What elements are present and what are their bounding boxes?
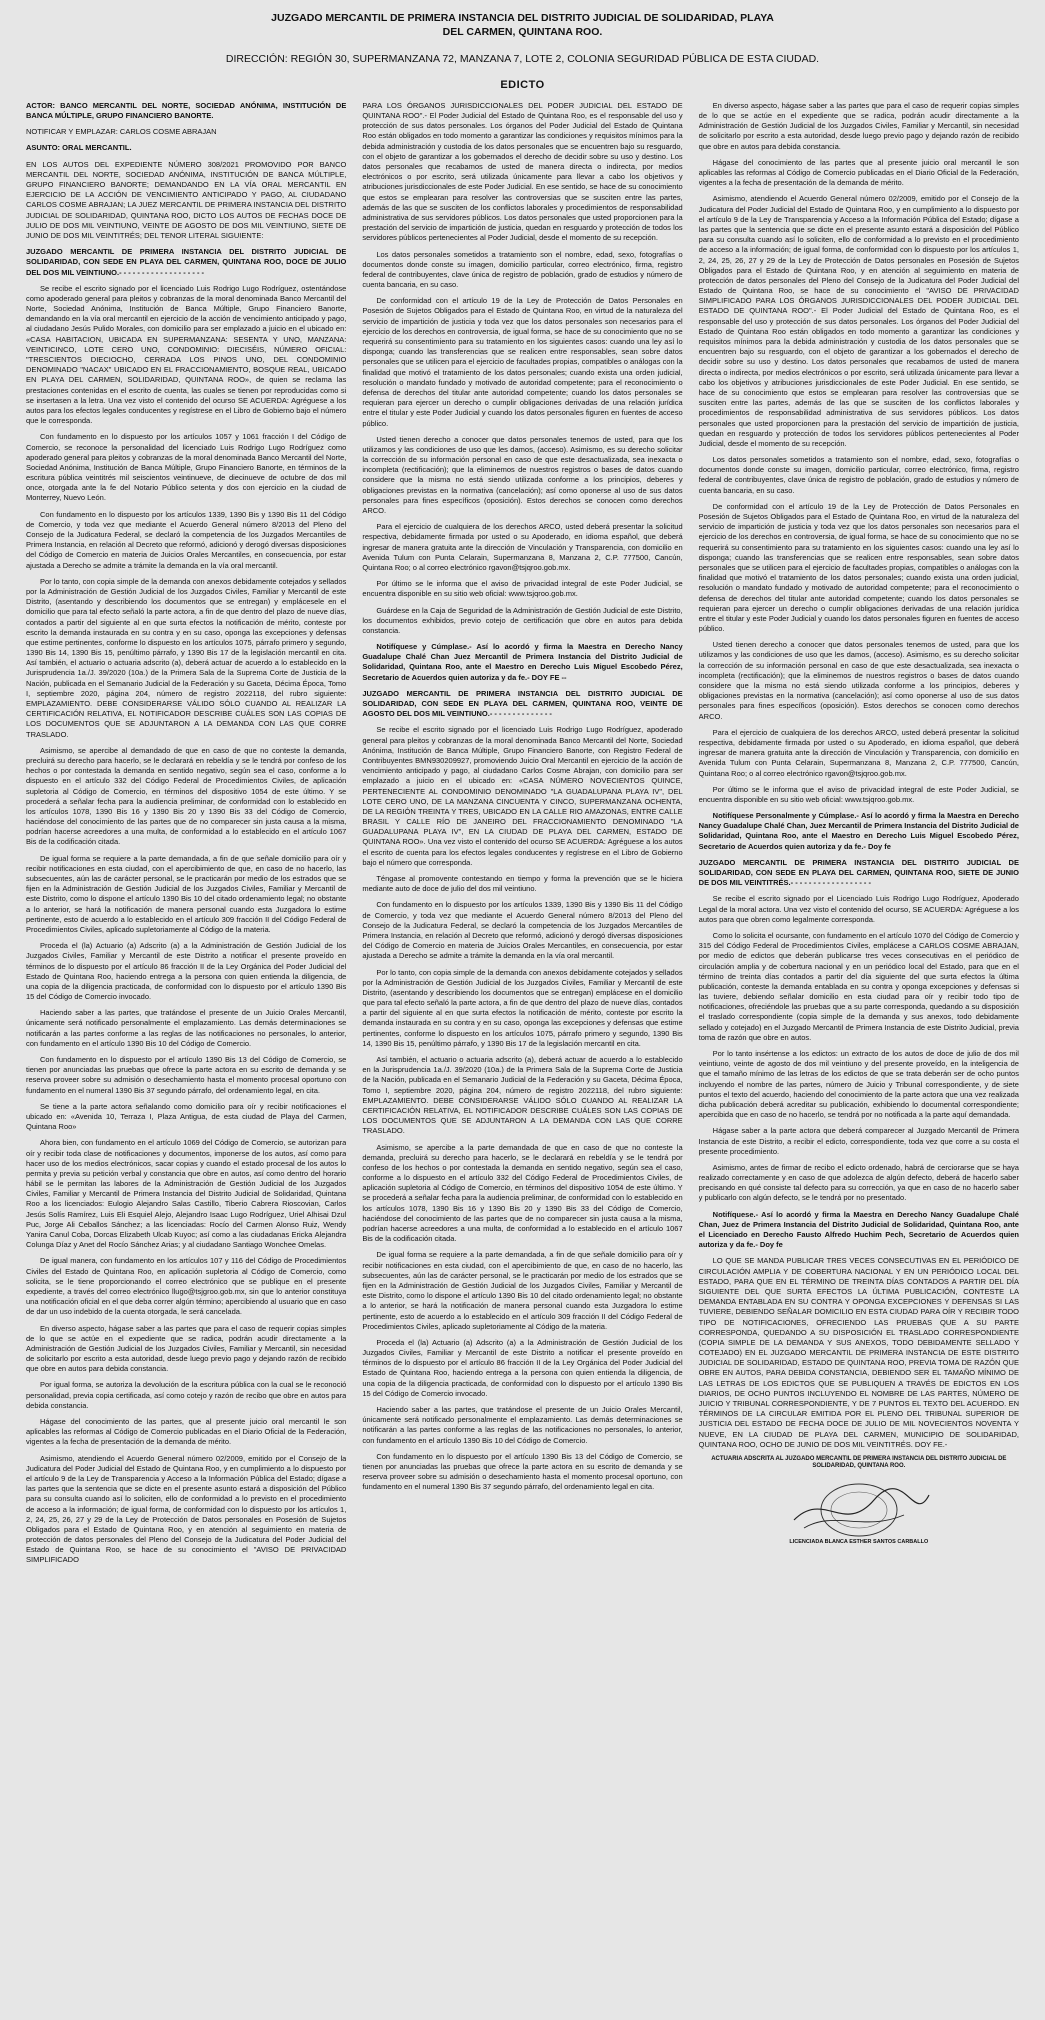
paragraph: Ahora bien, con fundamento en el artículo 1069 del Código de Comercio, se autorizan para oír y recibir toda clase de notificaciones y documentos, imponerse de los autos, así como para hacer uso de los medios electrónicos, sacar copias y cuando el estado procesal de los autos lo permita y previa su petición verbal y constancia que obre en autos, así como dentro del horario hábil se le permitan las labores de la Administración de Gestión Judicial de los Juzgados Civiles, Familiar y Mercantil de Primera Instancia del Distrito Judicial de Solidaridad, Quintana Roo a los licenciados: Eulogio Alejandro Salas Castillo, Tiberio Cabrera Rioscovian, Carlos Jesús Solís Ramírez, Luis Eli Esquiel Alejo, Alejandro Isaac Lugo Rodríguez, Uriel Alhisai Dzul Puc, Jorge Ali Ceballos Sánchez; a las licenciadas: Rocío del Carmen Alonso Ruiz, Wendy Yanira Canul Coba, Dorcas Elizabeth Ulcab Kuyoc; así como a las ciudadanas Erickа Alejandra Colunga Díaz y Anet del Rocío Sánchez Arias; y al ciudadano Santiago Wonchee Omelas. bbox=[26, 1138, 347, 1250]
paragraph: Guárdese en la Caja de Seguridad de la Administración de Gestión Judicial de este Distrito, los documentos exhibidos, previo cotejo de certificación que obre en autos para debida constancia. bbox=[362, 605, 683, 635]
paragraph: Con fundamento en lo dispuesto por los artículos 1339, 1390 Bis y 1390 Bis 11 del Código de Comercio, y toda vez que mediante el Acuerdo General número 8/2013 del Pleno del Consejo de la Judicatura Federal, se declaró la competencia de los Juzgados Mercantiles de Primera Instancia, en relación al Decreto que reformó, adicionó y derogó diversas disposiciones del Código de Comercio en materia de Juicios Orales Mercantiles, en consecuencia, por estar ajustada a Derecho se admite a trámite la demanda en la vía oral mercantil. bbox=[26, 509, 347, 570]
paragraph: PARA LOS ÓRGANOS JURISDICCIONALES DEL PODER JUDICIAL DEL ESTADO DE QUINTANA ROO".- El Poder Judicial del Estado de Quintana Roo, es el responsable del uso y protección de sus datos personales. Los órganos del Poder Judicial del Estado de Quintana Roo están obligados en todo momento a garantizar las condiciones y requisitos mínimos para la debida administración y custodia de los datos personales que se encuentren bajo su resguardo, con el objeto de garantizar a los gobernados el derecho de decidir sobre su uso y destino. Los datos personales que recabamos de usted de manera directa o indirecta, por medios electrónicos o por escrito, será utilizada únicamente para llevar a cabo los objetivos y atribuciones jurisdiccionales de este Poder Judicial. En ese sentido, se hace de su conocimiento que estos se emplearan para resolver las controversias que se susciten entre las partes, además de las que se susciten de los conflictos laborales y procedimientos de responsabilidad administrativa de sus servidores públicos. Los datos personales que usted proporcionen para la prestación del servicio de impartición de justicia, quedan en resguardo y protección de todos los servidores públicos pertenecientes al Poder Judicial, desde el momento de su recepción. bbox=[362, 100, 683, 243]
paragraph: Asimismo, se apercibe al demandado de que en caso de que no conteste la demanda, precluirá su derecho para hacerlo, se le declarará en rebeldía y se le tendrá por confeso de los hechos o por contestada la demanda en sentido negativo, según sea el caso, conforme a lo dispuesto en el artículo 332 del Código Federal de Procedimientos Civiles, de aplicación supletoria al Código de Comercio, en términos del dispositivo 1054 de este último. Y se procederá a señalar fecha para la audiencia preliminar, de conformidad con lo establecido en los artículos 1078, 1390 Bis 16 y 1390 Bis 20 y 1390 Bis 33 del Código de Comercio, haciéndose del conocimiento de las partes que de no comparecer sin justa causa a la misma, podrían hacerse acreedores a una multa, de conformidad a lo establecido en el artículo 1067 Bis de la codificación citada. bbox=[26, 745, 347, 847]
court-header: JUZGADO MERCANTIL DE PRIMERA INSTANCIA DEL DISTRITO JUDICIAL DE SOLIDARIDAD, PLAYA DEL CARMEN, QUINTANA ROO. bbox=[271, 12, 774, 38]
paragraph: ACTOR: BANCO MERCANTIL DEL NORTE, SOCIEDAD ANÓNIMA, INSTITUCIÓN DE BANCA MÚLTIPLE, GRUPO FINANCIERO BANORTE. bbox=[26, 100, 347, 121]
paragraph: Así también, el actuario o actuaria adscrito (a), deberá actuar de acuerdo a lo establecido en la Jurisprudencia 1a./J. 39/2020 (10a.) de la Primera Sala de la Suprema Corte de Justicia de la Nación, publicada en el Semanario Judicial de la Federación y su Gaceta, Décima Época, Tomo I, septiembre 2020, página 204, número de registro 2022118, del rubro siguiente: EMPLAZAMIENTO. DEBE CONSIDERARSE VÁLIDO SÓLO CUANDO AL REALIZAR LA CERTIFICACIÓN RELATIVA, EL NOTIFICADOR DESCRIBE CUÁLES SON LAS COPIAS DE LOS DOCUMENTOS QUE SE ADJUNTARON A LA DEMANDA CON LAS QUE CORRE TRASLADO. bbox=[362, 1055, 683, 1136]
paragraph: Por último se le informa que el aviso de privacidad integral de este Poder Judicial, se encuentra disponible en su sitio web oficial: www.tsjqroo.gob.mx. bbox=[362, 579, 683, 599]
paragraph: De conformidad con el artículo 19 de la Ley de Protección de Datos Personales en Posesión de Sujetos Obligados para el Estado de Quintana Roo, en virtud de la naturaleza del servicio de impartición de justicia y toda vez que los datos personales son necesarios para el ejercicio de los derechos en controversia, de igual forma, se hace de su conocimiento que no se requerirá su consentimiento para su tratamiento en los siguientes casos: cuando una ley así lo disponga; cuando las transferencias que se realicen entre responsables, sean sobre datos personales que se utilicen para el ejercicio de facultades propias, compatibles o análogas con la finalidad que motivó el tratamiento de los datos personales; cuando exista una orden judicial, resolución o mandato fundado y motivado de autoridad competente; para el reconocimiento o defensa de derechos del titular ante autoridad competente; cuando los datos personales se requieran para ejercer un derecho o cumplir obligaciones derivadas de una relación jurídica entre el titular y este Poder Judicial y cuando los datos personales figuren en fuentes de acceso público. bbox=[362, 296, 683, 428]
paragraph: Asimismo, atendiendo el Acuerdo General número 02/2009, emitido por el Consejo de la Judicatura del Poder Judicial del Estado de Quintana Roo, y en cumplimiento a lo dispuesto por el artículo 9 de la Ley de Transparencia y Acceso a la Información Pública del Estado; dígase a las partes que la sentencia que se dicte en el presente asunto estará a disposición del Público para su consulta cuando así lo soliciten, ello de conformidad a lo previsto en el procedimiento de acceso a la información; de igual forma, de conformidad con lo dispuesto por los artículos 1, 2, 24, 25, 26, 27 y 29 de la Ley de Protección de Datos personales en Posesión de Sujetos Obligados para el Estado de Quintana Roo, y en atención al seguimiento en materia de protección de datos personales del Pleno del Consejo de la Judicatura del Poder Judicial del Estado de Quintana Roo, se hace de su conocimiento el "AVISO DE PRIVACIDAD SIMPLIFICADO PARA LOS ÓRGANOS JURISDICCIONALES DEL PODER JUDICIAL DEL ESTADO DE QUINTANA ROO".- El Poder Judicial del Estado de Quintana Roo, es el responsable del uso y protección de sus datos personales. Los órganos del Poder Judicial del Estado de Quintana Roo están obligados en todo momento a garantizar las condiciones y requisitos mínimos para la debida administración y custodia de los datos personales que se encuentren bajo su resguardo, con el objeto de garantizar a los gobernados el derecho de decidir sobre su uso y destino. Los datos personales que recabamos de usted de manera directa o indirecta, por medios electrónicos o por escrito, será utilizada únicamente para llevar a cabo los objetivos y atribuciones jurisdiccionales de este Poder Judicial. En ese sentido, se hace de su conocimiento que estos se emplearan para resolver las controversias que se susciten entre las partes, además de las que se susciten de los conflictos laborales y procedimientos de responsabilidad administrativa de sus servidores públicos. Los datos personales que usted proporcionen para la prestación del servicio de impartición de justicia, quedan en resguardo y protección de todos los servidores públicos pertenecientes al Poder Judicial, desde el momento de su recepción. bbox=[698, 194, 1019, 448]
paragraph: Hágase del conocimiento de las partes, que al presente juicio oral mercantil le son aplicables las reformas al Código de Comercio publicadas en el Diario Oficial de la Federación, vigentes a la fecha de presentación de la demanda de mérito. bbox=[26, 1417, 347, 1447]
paragraph: Por lo tanto, con copia simple de la demanda con anexos debidamente cotejados y sellados por la Administración de Gestión Judicial de los Juzgados Civiles, Familiar y Mercantil de este Distrito, (asentando y describiendo los documentos que se entregan) emplácese en el domicilio que para tal efecto señaló la parte actora, a fin de que dentro del plazo de nueve días, contados a partir del siguiente al en que surta efectos la notificación de mérito, conteste por escrito la demanda instaurada en su contra y en su caso, oponga las excepciones y defensas que estime pertinentes, conforme lo dispuesto en los artículos 1075, párrafo primero y segundo, 1390 Bis 14, 1390 Bis 15, penúltimo párrafo, y 1390 Bis 17 de la legislación mercantil en cita. bbox=[362, 967, 683, 1048]
signature-block bbox=[699, 1456, 1019, 1546]
signature-caption: ACTUARIA ADSCRITA AL JUZGADO MERCANTIL DE PRIMERA INSTANCIA DEL DISTRITO JUDICIAL DE SOLIDARIDAD, QUINTANA ROO. bbox=[711, 1455, 1007, 1470]
paragraph: De igual manera, con fundamento en los artículos 107 y 116 del Código de Procedimientos Civiles del Estado de Quintana Roo, en aplicación supletoria al Código de Comercio, como solicita, se le tiene proporcionando el correo electrónico que se publique en el presente expediente, a través del correo electrónico llugo@tsjgroo.gob.mx, sin que lo anterior constituya una notificación oficial en el que deba correr algún término; apercibiendo al usuario que en caso de dar un uso indebido de la cuenta otorgada, le será cancelada. bbox=[26, 1256, 347, 1317]
paragraph: Con fundamento en lo dispuesto por los artículos 1057 y 1061 fracción I del Código de Comercio, se reconoce la personalidad del licenciado Luis Rodrigo Lugo Rodríguez como apoderado general para pleitos y cobranzas de la moral denominada Banco Mercantil del Norte, Sociedad Anónima, Institución de Banca Múltiple, Grupo Financiero Banorte, en términos de la escritura pública veintitrés mil seiscientos veintinueve, de diecinueve de octubre de dos mil once, otorgada ante la fe del Notario Público setenta y dos con ejercicio en la ciudad de Monterrey, Nuevo León. bbox=[26, 432, 347, 503]
paragraph: Se recibe el escrito signado por el licenciado Luis Rodrigo Lugo Rodríguez, ostentándose como apoderado general para pleitos y cobranzas de la moral denominada Banco Mercantil del Norte, Sociedad Anónima, Institución de Banca Múltiple, Grupo Financiero Banorte, demandando en la vía oral mercantil en ejercicio de la acción de vencimiento anticipado y pago, al ciudadano Jesús Pulido Morales, con domicilio para ser emplazado a juicio en el ubicado en: «CASA HABITACION, UBICADA EN SUPERMANZANA: SESENTA Y UNO, MANZANA: VEINTICINCO, LOTE CERO UNO, CONDOMINIO: DIECISÉIS, NÚMERO OFICIAL: "TRESCIENTOS DIECIOCHO, CERRADA LOS PINOS UNO, DEL CONDOMINIO DENOMINADO "NACAX" UBICADO EN EL FRACCIONAMIENTO, BOSQUE REAL, UBICADO EN PLAYA DEL CARMEN, SOLIDARIDAD, QUINTANA ROO», de quien se reclama las prestaciones contenidas en el escrito de cuenta, las cuales se tienen por reproducidas como si se insertasen a la letra. Una vez visto el contenido del ocurso SE ACUERDA: Agréguese a los autos para los efectos legales conducentes y regístrese en el Libro de Gobierno bajo el número que le corresponda. bbox=[26, 283, 347, 426]
paragraph: Asimismo, antes de firmar de recibo el edicto ordenado, habrá de cerciorarse que se haya realizado correctamente y en caso de que adolezca de algún defecto, deberá de hacerlo saber precisando en qué consiste tal defecto para su corrección, ya que en caso de no hacerlo saber y publicarlo con algún defecto, se le tendrá por no presentado. bbox=[698, 1162, 1019, 1203]
paragraph: Por último se le informa que el aviso de privacidad integral de este Poder Judicial, se encuentra disponible en su sitio web oficial: www.tsjqroo.gob.mx. bbox=[698, 784, 1019, 804]
court-address: DIRECCIÓN: REGIÓN 30, SUPERMANZANA 72, MANZANA 7, LOTE 2, COLONIA SEGURIDAD PÚBLICA DE ESTA CIUDAD. bbox=[225, 53, 820, 66]
paragraph: JUZGADO MERCANTIL DE PRIMERA INSTANCIA DEL DISTRITO JUDICIAL DE SOLIDARIDAD, CON SEDE EN PLAYA DEL CARMEN, QUINTANA ROO, VEINTE DE AGOSTO DEL DOS MIL VEINTIUNO.- - - - - - - - - - - - - - bbox=[362, 688, 683, 719]
official-seal-icon bbox=[784, 1480, 934, 1540]
paragraph: Con fundamento en lo dispuesto por el artículo 1390 Bis 13 del Código de Comercio, se tienen por anunciadas las pruebas que ofrece la parte actora en su escrito de demanda y se reserva proveer sobre su admisión o desechamiento hasta el momento procesal oportuno con fundamento en el numeral 1390 Bis 37 segundo párrafo, del ordenamiento legal, en cita. bbox=[26, 1055, 347, 1095]
paragraph: Usted tienen derecho a conocer que datos personales tenemos de usted, para que los utilizamos y las condiciones de uso que les damos, (acceso). Asimismo, es su derecho solicitar la corrección de su información personal en caso de que este desactualizada, sea inexacta o incompleta (rectificación); que la eliminemos de nuestros registros o bases de datos cuando considere que la misma no está siendo utilizada conforme a los principios, deberes y obligaciones previstas en la normativa (cancelación); así como oponerse al uso de sus datos personales para fines específicos (oposición). Estos derechos se conocen como derechos ARCO. bbox=[698, 640, 1019, 721]
column-right bbox=[699, 101, 1019, 1572]
paragraph: Asimismo, se apercibe a la parte demandada de que en caso de que no conteste la demanda, precluirá su derecho para hacerlo, se le declarará en rebeldía y se le tendrá por confeso de los hechos o por contestada la demanda en sentido negativo, según sea el caso, conforme a lo dispuesto en el artículo 332 del Código Federal de Procedimientos Civiles, de aplicación supletoria al Código de Comercio, en términos del dispositivo 1054 de este último. Y se procederá a señalar fecha para la audiencia preliminar, de conformidad con lo establecido en los artículos 1078, 1390 Bis 16 y 1390 Bis 20 y 1390 Bis 33 del Código de Comercio, haciéndose del conocimiento de las partes que de no comparecer sin justa causa a la misma, podrían hacerse acreedores a una multa, de conformidad a lo establecido en el artículo 1067 Bis de la codificación citada. bbox=[362, 1142, 683, 1244]
paragraph: Se recibe el escrito signado por el Licenciado Luis Rodrigo Lugo Rodríguez, Apoderado Legal de la moral actora. Una vez visto el contenido del ocurso, SE ACUERDA: Agréguese a los autos para que obren como legalmente corresponda. bbox=[698, 894, 1019, 924]
paragraph: Por lo tanto insértense a los edictos: un extracto de los autos de doce de julio de dos mil veintiuno, veinte de agosto de dos mil veintiuno y del presente proveído, en la inteligencia de que el tamaño mínimo de las letras de los edictos de que se trata deberán ser de ocho puntos incluyendo el nombre de las partes, número de Juicio y Tribunal correspondiente, y de siete puntos el texto del acuerdo, haciendo del conocimiento de la parte actora que una vez realizada dicha publicación deberá acreditar su publicación, exhibiendo lo documental correspondiente; apercibida que en caso de no hacerlo, se tendrá por no notificada a la parte aquí demandada. bbox=[698, 1049, 1019, 1120]
paragraph: Con fundamento en lo dispuesto por los artículos 1339, 1390 Bis y 1390 Bis 11 del Código de Comercio, y toda vez que mediante el Acuerdo General número 8/2013 del Pleno del Consejo de la Judicatura Federal, se declaró la competencia de los Juzgados Mercantiles de Primera Instancia, en relación al Decreto que reformó, adicionó y derogó diversas disposiciones del Código de Comercio en materia de Juicios Orales Mercantiles, en consecuencia, por estar ajustada a Derecho se admite a trámite la demanda en la vía oral mercantil. bbox=[362, 900, 683, 961]
paragraph: Por igual forma, se autoriza la devolución de la escritura pública con la cual se le reconoció personalidad, previa copia certificada, así como cotejo y razón de recibo que obre en autos para debida constancia. bbox=[26, 1380, 347, 1410]
column-left bbox=[26, 101, 346, 1572]
paragraph: Hágase saber a la parte actora que deberá comparecer al Juzgado Mercantil de Primera Instancia de este Distrito, a recibir el edicto, correspondiente, toda vez que corre a su costa el presente procedimiento. bbox=[698, 1126, 1019, 1156]
paragraph: Notifíquese Personalmente y Cúmplase.- Así lo acordó y firma la Maestra en Derecho Nancy Guadalupe Chalé Chan, Juez Mercantil de Primera Instancia del Distrito Judicial de Solidaridad, Quintana Roo, ante el Maestro en Derecho Luis Miguel Escobedo Pérez, Secretario de Acuerdos quien autoriza y da fe.- Doy fe bbox=[698, 811, 1019, 851]
paragraph: Se tiene a la parte actora señalando como domicilio para oír y recibir notificaciones el ubicado en: «Avenida 10, Terraza I, Plaza Antigua, de esta ciudad de Playa del Carmen, Quintana Roo» bbox=[26, 1101, 347, 1132]
paragraph: De igual forma se requiere a la parte demandada, a fin de que señale domicilio para oír y recibir notificaciones en esta ciudad, con el apercibimiento de que, en caso de no hacerlo, las subsecuentes, aún las de carácter personal, se le practicarán por medio de los estrados que se fijen en la Administración de Gestión Judicial de los Juzgados Civiles, Familiar y Mercantil de este Distrito, como lo dispone el artículo 1390 Bis 10 del citado ordenamiento legal; no obstante a lo anterior, se hará la notificación de manera personal cuando esta Juzgadora lo estime pertinente, esto de acuerdo a lo establecido en el artículo 309 fracción II del Código Federal de Procedimientos Civiles, aplicado supletoriamente al Código de la materia. bbox=[362, 1250, 683, 1331]
paragraph: Téngase al promovente contestando en tiempo y forma la prevención que se le hiciera mediante auto de doce de julio del dos mil veintiuno. bbox=[362, 874, 683, 894]
paragraph: NOTIFICAR Y EMPLAZAR: CARLOS COSME ABRAJAN bbox=[26, 127, 217, 137]
document-title: EDICTO bbox=[500, 78, 545, 91]
paragraph: Proceda el (la) Actuario (a) Adscrito (a) a la Administración de Gestión Judicial de los Juzgados Civiles, Familiar y Mercantil de este Distrito a notificar el presente proveído en términos de lo dispuesto por el artículo 86 fracción II de la Ley Orgánica del Poder Judicial del Estado de Quintana Roo, haciendo entrega a la persona con quien entienda la diligencia, de una copia de la diligencia practicada, de conformidad con lo dispuesto por el artículo 1390 Bis 15 del Código de Comercio invocado. bbox=[26, 941, 347, 1002]
paragraph: Usted tienen derecho a conocer que datos personales tenemos de usted, para que los utilizamos y las condiciones de uso que les damos, (acceso). Asimismo, es su derecho solicitar la corrección de su información personal en caso de que este desactualizada, sea inexacta o incompleta (rectificación); que la eliminemos de nuestros registros o bases de datos cuando considere que la misma no está siendo utilizada conforme a los principios, deberes y obligaciones previstas en la normativa (cancelación); así como oponerse al uso de sus datos personales para fines específicos (oposición). Estos derechos se conocen como derechos ARCO. bbox=[362, 434, 683, 516]
paragraph: Por lo tanto, con copia simple de la demanda con anexos debidamente cotejados y sellados por la Administración de Gestión Judicial de los Juzgados Civiles, Familiar y Mercantil de este Distrito, (asentando y describiendo los documentos que se entregan) y emplácesele en el domicilio que para tal efecto señaló la parte actora, a fin de que dentro del plazo de nueve días, contados a partir del siguiente al en que surta efectos la notificación de mérito, conteste por escrito la demanda instaurada en su contra y en su caso, oponga las excepciones y defensas que estime pertinentes, conforme lo dispuesto en los artículos 1075, párrafo primero y segundo, 1390 Bis 14, 1390 Bis 15, penúltimo párrafo, y 1390 Bis 17 de la legislación mercantil en cita. Así también, el actuario o actuaria adscrito (a), deberá actuar de acuerdo a lo establecido en la Jurisprudencia 1a./J. 39/2020 (10a.) de la Primera Sala de la Suprema Corte de Justicia de la Nación, publicada en el Semanario Judicial de la Federación y su Gaceta, Décima Época, Tomo I, septiembre 2020, página 204, número de registro 2022118, del rubro siguiente: EMPLAZAMIENTO. DEBE CONSIDERARSE VÁLIDO SÓLO CUANDO AL REALIZAR LA CERTIFICACIÓN RELATIVA, EL NOTIFICADOR DESCRIBE CUÁLES SON LAS COPIAS DE LOS DOCUMENTOS QUE SE ADJUNTARON A LA DEMANDA CON LAS QUE CORRE TRASLADO. bbox=[26, 576, 347, 739]
paragraph: En diverso aspecto, hágase saber a las partes que para el caso de requerir copias simples de lo que se actúe en el expediente que se radica, podrán acudir directamente a la Administración de Gestión Judicial de los Juzgados Civiles, Familiar y Mercantil, sin necesidad de solicitarlo por escrito a esta autoridad, desde luego previo pago y dejando razón de recibido que obre en autos para debida constancia. bbox=[698, 100, 1019, 151]
signatory-name: LICENCIADA BLANCA ESTHER SANTOS CARBALLO bbox=[789, 1538, 929, 1545]
paragraph: De conformidad con el artículo 19 de la Ley de Protección de Datos Personales en Posesión de Sujetos Obligados para el Estado de Quintana Roo, en virtud de la naturaleza del servicio de impartición de justicia y toda vez que los datos personales son necesarios para el ejercicio de los derechos en controversia, de igual forma, se hace de su conocimiento que no se requerirá su consentimiento para su tratamiento en los siguientes casos: cuando una ley así lo disponga; cuando las transferencias que se realicen entre responsables, sean sobre datos personales que se utilicen para el ejercicio de facultades propias, compatibles o análogas con la finalidad que motivó el tratamiento de los datos personales; cuando exista una orden judicial, resolución o mandato fundado y motivado de autoridad competente; para el reconocimiento o defensa de derechos del titular ante autoridad competente; cuando los datos personales se requieran para ejercer un derecho o cumplir obligaciones derivadas de una relación jurídica entre el titular y este Poder Judicial y cuando los datos personales figuren en fuentes de acceso público. bbox=[698, 501, 1019, 634]
paragraph: Proceda el (la) Actuario (a) Adscrito (a) a la Administración de Gestión Judicial de los Juzgados Civiles, Familiar y Mercantil de este Distrito a notificar el presente proveído en términos de lo dispuesto por el artículo 86 fracción II de la Ley Orgánica del Poder Judicial del Estado de Quintana Roo, haciendo entrega a la persona con quien entienda la diligencia, de una copia de la diligencia practicada, de conformidad con lo dispuesto por el artículo 1390 Bis 15 del Código de Comercio invocado. bbox=[362, 1337, 683, 1398]
paragraph: JUZGADO MERCANTIL DE PRIMERA INSTANCIA DEL DISTRITO JUDICIAL DE SOLIDARIDAD, CON SEDE EN PLAYA DEL CARMEN, QUINTANA ROO, SIETE DE JUNIO DE DOS MIL VEINTITRÉS.- - - - - - - - - - - - - - - - - - bbox=[698, 857, 1019, 888]
column-middle bbox=[362, 101, 682, 1572]
paragraph: De igual forma se requiere a la parte demandada, a fin de que señale domicilio para oír y recibir notificaciones en esta ciudad, con el apercibimiento de que, en caso de no hacerlo, las subsecuentes, aún las de carácter personal, se le practicarán por medio de los estrados que se fijen en la Administración de Gestión Judicial de los Juzgados Civiles, Familiar y Mercantil de este Distrito, como lo dispone el artículo 1390 Bis 10 del citado ordenamiento legal; no obstante a lo anterior, se hará la notificación de manera personal cuando esta Juzgadora lo estime pertinente, esto de acuerdo a lo establecido en el artículo 309 fracción II del Código Federal de Procedimientos Civiles, aplicado supletoriamente al Código de la materia. bbox=[26, 853, 347, 934]
paragraph: Haciendo saber a las partes, que tratándose el presente de un Juicio Orales Mercantil, únicamente será notificado personalmente el emplazamiento. Las demás determinaciones se notificarán a las partes conforme a las reglas de las notificaciones no personales, lo anterior, con fundamento en el artículo 1390 Bis 10 del Código de Comercio. bbox=[362, 1405, 683, 1445]
paragraph: Para el ejercicio de cualquiera de los derechos ARCO, usted deberá presentar la solicitud respectiva, debidamente firmada por usted o su Apoderado, en idioma español, que deberá ingresar de manera gratuita ante la dirección de Vinculación y Transparencia, con domicilio en Avenida Tulum con Punta Celarain, Supermanzana 8, Manzana 2, C.P. 777500, Cancún, Quintana Roo; o al correo electrónico rgavon@tsjqroo.gob.mx. bbox=[698, 727, 1019, 778]
paragraph: Hágase del conocimiento de las partes que al presente juicio oral mercantil le son aplicables las reformas al Código de Comercio publicadas en el Diario Oficial de la Federación, vigentes a la fecha de presentación de la demanda de mérito. bbox=[698, 157, 1019, 188]
paragraph: En diverso aspecto, hágase saber a las partes que para el caso de requerir copias simples de lo que se actúe en el expediente que se radica, podrán acudir directamente a la Administración de Gestión Judicial de los Juzgados Civiles, Familiar y Mercantil, sin necesidad de solicitarlo por escrito a esta autoridad, desde luego previo pago y dejando razón de recibido que obre en autos para debida constancia. bbox=[26, 1323, 347, 1374]
paragraph: Los datos personales sometidos a tratamiento son el nombre, edad, sexo, fotografías o documentos donde conste su imagen, domicilio particular, correo electrónico, firma, registro federal de contribuyentes, clave única de registro de población, grado de estudios y número de cuenta bancaria, en su caso. bbox=[698, 455, 1019, 495]
paragraph: Asimismo, atendiendo el Acuerdo General número 02/2009, emitido por el Consejo de la Judicatura del Poder Judicial del Estado de Quintana Roo, y en cumplimiento a lo dispuesto por el artículo 9 de la Ley de Transparencia y Acceso a la Información Pública del Estado; dígase a las partes que la sentencia que se dicte en el presente asunto estará a disposición del Público para su consulta cuando así lo soliciten, ello de conformidad a lo previsto en el procedimiento de acceso a la información; de igual forma, de conformidad con lo dispuesto por los artículos 1, 2, 24, 25, 26, 27 y 29 de la Ley de Protección de Datos personales en Posesión de Sujetos Obligados para el Estado de Quintana Roo, y en atención al seguimiento en materia de protección de datos personales del Pleno del Consejo de la Judicatura del Poder Judicial del Estado de Quintana Roo, se hace de su conocimiento el "AVISO DE PRIVACIDAD SIMPLIFICADO bbox=[26, 1453, 347, 1565]
paragraph: Notifíquese y Cúmplase.- Así lo acordó y firma la Maestra en Derecho Nancy Guadalupe Chalé Chan Juez Mercantil de Primera Instancia del Distrito Judicial de Solidaridad, Quintana Roo, ante el Maestro en Derecho Luis Miguel Escobedo Pérez, Secretario de Acuerdos quien autoriza y da fe.- DOY FE -- bbox=[362, 642, 683, 682]
paragraph: EN LOS AUTOS DEL EXPEDIENTE NÚMERO 308/2021 PROMOVIDO POR BANCO MERCANTIL DEL NORTE, SOCIEDAD ANÓNIMA, INSTITUCIÓN DE BANCA MÚLTIPLE, GRUPO FINANCIERO BANORTE; DEMANDANDO EN LA VÍA ORAL MERCANTIL EN EJERCICIO DE LA ACCIÓN DE VENCIMIENTO ANTICIPADO Y PAGO, AL CIUDADANO CARLOS COSME ABRAJAN; LA JUEZ MERCANTIL DE PRIMERA INSTANCIA DEL DISTRITO JUDICIAL DE SOLIDARIDAD, QUINTANA ROO, DICTO LOS AUTOS DE FECHAS DOCE DE JULIO DE DOS MIL VEINTIUNO, VEINTE DE AGOSTO DE DOS MIL VEINTIUNO, SIETE DE JUNIO DE DOS MIL VEINTITRÉS; DEL TENOR LITERAL SIGUIENTE: bbox=[26, 159, 347, 240]
text-columns bbox=[26, 101, 1019, 1572]
paragraph: Para el ejercicio de cualquiera de los derechos ARCO, usted deberá presentar la solicitud respectiva, debidamente firmada por usted o su Apoderado, en idioma español, que deberá ingresar de manera gratuita ante la dirección de Vinculación y Transparencia, con domicilio en Avenida Tulum con Punta Celarain, Supermanzana 8, Manzana 2, C.P. 777500, Cancún, Quintana Roo; o al correo electrónico rgavon@tsjqroo.gob.mx. bbox=[362, 522, 683, 572]
paragraph: ASUNTO: ORAL MERCANTIL. bbox=[26, 143, 132, 153]
paragraph: Con fundamento en lo dispuesto por el artículo 1390 Bis 13 del Código de Comercio, se tienen por anunciadas las pruebas que ofrece la parte actora en su escrito de demanda y se reserva proveer sobre su admisión o desechamiento hasta el momento procesal oportuno, con fundamento en el numeral 1390 Bis 37 segundo párrafo, del ordenamiento legal en cita. bbox=[362, 1451, 683, 1492]
paragraph: Notifíquese.- Así lo acordó y firma la Maestra en Derecho Nancy Guadalupe Chalé Chan, Juez de Primera Instancia del Distrito Judicial de Solidaridad, Quintana Roo, ante el Licenciado en Derecho Fausto Alfredo Huchim Pech, Secretario de Acuerdos quien autoriza y da fe.- Doy fe bbox=[698, 1209, 1019, 1250]
paragraph: Como lo solicita el ocursante, con fundamento en el artículo 1070 del Código de Comercio y 315 del Código Federal de Procedimientos Civiles, emplácese a CARLOS COSME ABRAJAN, por medio de edictos que deberán publicarse tres veces consecutivas en el periódico de circulación amplia y de cobertura nacional y en un periódico local del Estado, para que en el término de treinta días contados a partir del día siguiente del que surta efectos la última publicación, conteste la demanda entablada en su contra y oponga excepciones y defensas si las tuviere, debiendo señalar domicilio en esta ciudad para oír y recibir todo tipo de notificaciones, ofreciéndole las pruebas que a su parte corresponda, quedando a su disposición el traslado correspondiente (copia simple de la demanda y sus anexos, todo debidamente sellado y cotejado) en el Juzgado Mercantil de Primera Instancia de este Distrito Judicial, previa toma de razón que obre en autos. bbox=[698, 930, 1019, 1042]
paragraph: Los datos personales sometidos a tratamiento son el nombre, edad, sexo, fotografías o documentos donde conste su imagen, domicilio particular, correo electrónico, firma, registro federal de contribuyentes, clave única de registro de población, grado de estudios y número de cuenta bancaria, en su caso. bbox=[362, 249, 683, 290]
paragraph: Haciendo saber a las partes, que tratándose el presente de un Juicio Orales Mercantil, únicamente será notificado personalmente el emplazamiento. Las demás determinaciones se notificarán a las partes conforme a las reglas de las notificaciones no personales, lo anterior, con fundamento en el artículo 1390 Bis 10 del Código de Comercio. bbox=[26, 1008, 347, 1048]
paragraph: LO QUE SE MANDA PUBLICAR TRES VECES CONSECUTIVAS EN EL PERIÓDICO DE CIRCULACIÓN AMPLIA Y DE COBERTURA NACIONAL Y EN UN PERIÓDICO LOCAL DEL ESTADO, PARA QUE EN EL TÉRMINO DE TREINTA DÍAS CONTADOS A PARTIR DEL DÍA SIGUIENTE DEL QUE SURTA EFECTOS LA ÚLTIMA PUBLICACIÓN, CONTESTE LA DEMANDA ENTABLADA EN SU CONTRA Y OPONGA EXCEPCIONES Y DEFENSAS SI LAS TUVIERE, DEBIENDO SEÑALAR DOMICILIO EN ESTA CIUDAD PARA OÍR Y RECIBIR TODO TIPO DE NOTIFICACIONES, OFRECIENDO LAS PRUEBAS QUE A SU PARTE CORRESPONDA, QUEDANDO A SU DISPOSICIÓN EL TRASLADO CORRESPONDIENTE (COPIA SIMPLE DE LA DEMANDA Y SUS ANEXOS, TODO DEBIDAMENTE SELLADO Y COTEJADO) EN EL JUZGADO MERCANTIL DE PRIMERA INSTANCIA DE ESTE DISTRITO JUDICIAL DE SOLIDARIDAD, ESTADO DE QUINTANA ROO, PREVIA TOMA DE RAZÓN QUE OBRE EN AUTOS, PARA DEBIDA CONSTANCIA, DEBIENDO SER EL TAMAÑO MÍNIMO DE LAS LETRAS DE LOS EDICTOS QUE SE PUBLIQUEN A TRAVÉS DE EDICTOS EN LOS DIARIOS, DE OCHO PUNTOS INCLUYENDO EL NOMBRE DE LAS PARTES, NÚMERO DE JUICIO Y TRIBUNAL CORRESPONDIENTE, Y DE 7 PUNTOS EL TEXTO DEL ACUERDO. EN TÉRMINOS DE LA CIRCULAR EMITIDA POR EL PLENO DEL TRIBUNAL SUPERIOR DE JUSTICIA DEL ESTADO DE FECHA DOCE DE JULIO DE MIL NOVECIENTOS NOVENTA Y NUEVE, EN LA CIUDAD DE PLAYA DEL CARMEN, MUNICIPIO DE SOLIDARIDAD, QUINTANA ROO, OCHO DE JUNIO DE DOS MIL VEINTITRÉS. DOY FE.- bbox=[698, 1256, 1019, 1449]
paragraph: JUZGADO MERCANTIL DE PRIMERA INSTANCIA DEL DISTRITO JUDICIAL DE SOLIDARIDAD, CON SEDE EN PLAYA DEL CARMEN, QUINTANA ROO, DOCE DE JULIO DEL DOS MIL VEINTIUNO.- - - - - - - - - - - - - - - - - - - bbox=[26, 247, 347, 277]
paragraph: Se recibe el escrito signado por el licenciado Luis Rodrigo Lugo Rodríguez, apoderado general para pleitos y cobranzas de la moral denominada Banco Mercantil del Norte, Sociedad Anónima, Institución de Banca Múltiple, Grupo Financiero Banorte, con Registro Federal de Contribuyentes BMN930209927, promoviendo Juicio Oral Mercantil en ejercicio de la acción de vencimiento anticipado y pago, al ciudadano Carlos Cosme Abrajan, con domicilio para ser emplazado a juicio en el ubicado en: «CASA NÚMERO NOVECIENTOS QUINCE, PERTENECIENTE AL CONDOMINIO DENOMINADO "LA GUADALUPANA PLAYA IV", DEL LOTE CERO UNO, DE LA MANZANA CINCUENTA Y CINCO, SUPERMANZANA OCHENTA, DE LA REGIÓN TREINTA Y TRES, UBICADO EN LA CALLE RIO AMAZONAS, ENTRE CALLE BRASIL Y CALLE RÍO DE JANEIRO DEL FRACCIONAMIENTO DENOMINADO "LA GUADALUPANA PLAYA IV", EN LA CIUDAD DE PLAYA DEL CARMEN, ESTADO DE QUINTANA ROO». Una vez visto el contenido del ocurso SE ACUERDA: Agréguese a los autos el escrito de cuenta para los efectos legales conducentes y regístrese en el Libro de Gobierno bajo el número que corresponda. bbox=[362, 725, 683, 867]
